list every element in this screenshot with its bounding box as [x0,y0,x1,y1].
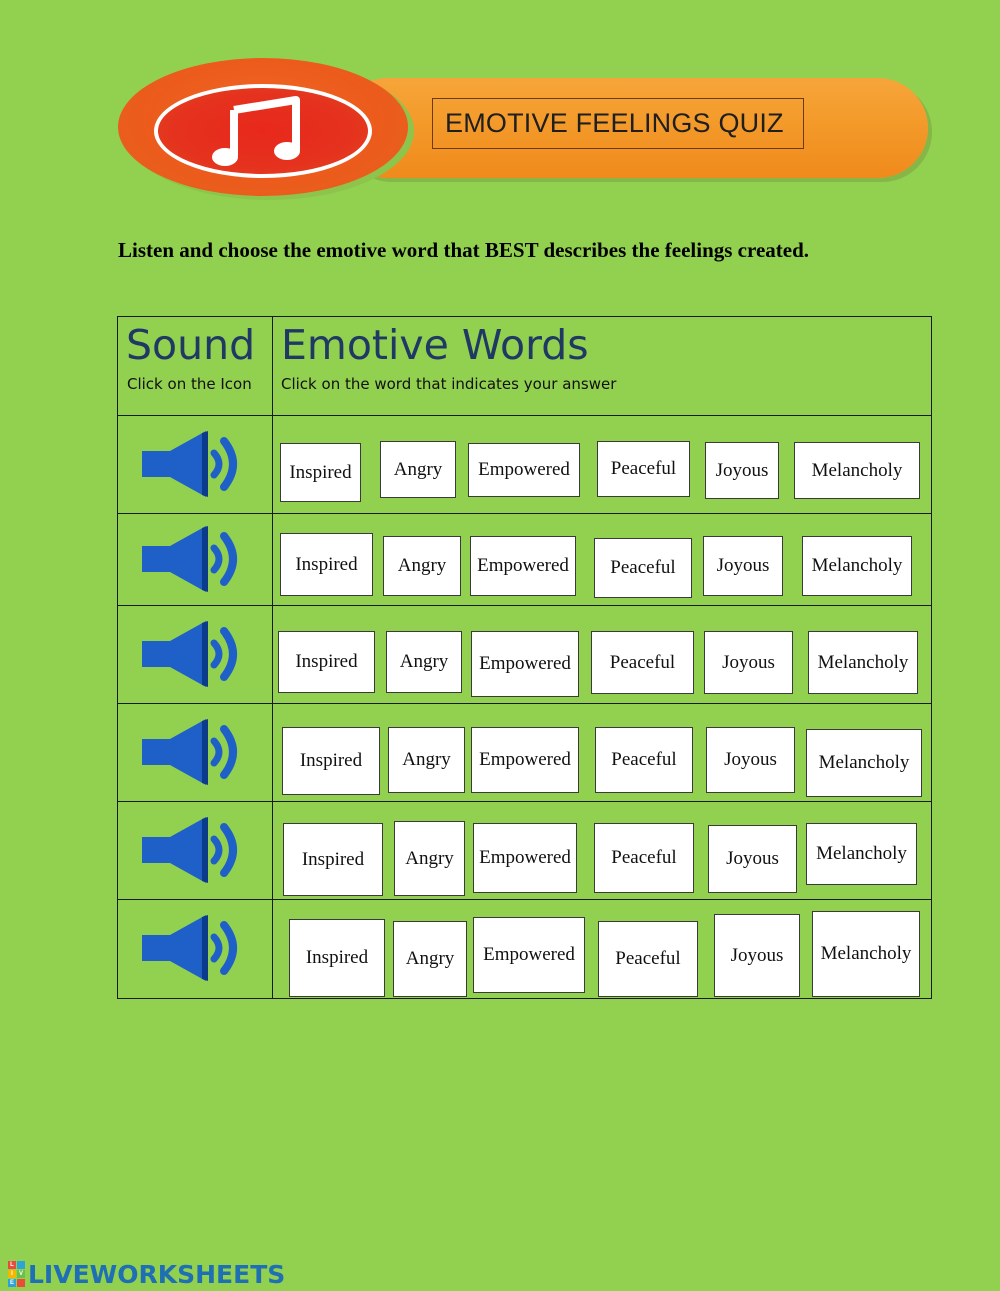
speaker-icon[interactable] [140,619,250,689]
emotive-words-subheading: Click on the word that indicates your answer [281,375,617,393]
word-option-empowered[interactable]: Empowered [473,917,585,993]
word-option-joyous[interactable]: Joyous [706,727,795,793]
banner-circle [118,58,408,196]
banner-inner-oval [154,84,372,178]
speaker-icon[interactable] [140,524,250,594]
word-option-empowered[interactable]: Empowered [470,536,576,596]
word-option-melancholy[interactable]: Melancholy [808,631,918,694]
word-option-empowered[interactable]: Empowered [471,727,579,793]
speaker-icon[interactable] [140,815,250,885]
word-option-empowered[interactable]: Empowered [473,823,577,893]
word-option-joyous[interactable]: Joyous [705,442,779,499]
word-option-inspired[interactable]: Inspired [283,823,383,896]
row-divider [118,513,931,514]
quiz-table [117,316,932,999]
word-option-peaceful[interactable]: Peaceful [598,921,698,997]
quiz-title: EMOTIVE FEELINGS QUIZ [445,108,784,138]
word-option-angry[interactable]: Angry [388,727,465,793]
logo-letter: I [8,1270,16,1278]
word-option-melancholy[interactable]: Melancholy [806,729,922,797]
banner [118,58,926,198]
logo-letter: E [9,1280,14,1286]
row-divider [118,703,931,704]
logo-blocks-icon [8,1261,25,1287]
row-divider [118,605,931,606]
word-option-inspired[interactable]: Inspired [282,727,380,795]
word-option-angry[interactable]: Angry [394,821,465,896]
word-option-angry[interactable]: Angry [383,536,461,596]
row-divider [118,899,931,900]
brand-name: LIVEWORKSHEETS [28,1259,286,1289]
word-option-inspired[interactable]: Inspired [280,533,373,596]
instruction-text: Listen and choose the emotive word that BEST describes the feelings created. [118,238,810,262]
speaker-icon[interactable] [140,429,250,499]
word-option-angry[interactable]: Angry [386,631,462,693]
word-option-peaceful[interactable]: Peaceful [594,823,694,893]
speaker-icon[interactable] [140,717,250,787]
word-option-inspired[interactable]: Inspired [280,443,361,502]
word-option-angry[interactable]: Angry [380,441,456,498]
word-option-joyous[interactable]: Joyous [704,631,793,694]
word-option-melancholy[interactable]: Melancholy [802,536,912,596]
word-option-peaceful[interactable]: Peaceful [597,441,690,497]
word-option-empowered[interactable]: Empowered [468,443,580,497]
word-option-joyous[interactable]: Joyous [708,825,797,893]
word-option-inspired[interactable]: Inspired [289,919,385,997]
emotive-words-heading: Emotive Words [281,321,589,369]
logo-letter: V [18,1271,23,1277]
word-option-joyous[interactable]: Joyous [714,914,800,997]
word-option-melancholy[interactable]: Melancholy [806,823,917,885]
word-option-inspired[interactable]: Inspired [278,631,375,693]
liveworksheets-logo[interactable] [8,1260,285,1288]
row-divider [118,801,931,802]
quiz-title-box [432,98,804,149]
sound-subheading: Click on the Icon [127,375,252,393]
word-option-angry[interactable]: Angry [393,921,467,997]
word-option-empowered[interactable]: Empowered [471,631,579,697]
sound-heading: Sound [126,321,256,369]
word-option-peaceful[interactable]: Peaceful [594,538,692,598]
word-option-peaceful[interactable]: Peaceful [595,727,693,793]
word-option-peaceful[interactable]: Peaceful [591,631,694,694]
speaker-icon[interactable] [140,913,250,983]
word-option-melancholy[interactable]: Melancholy [794,442,920,499]
music-note-icon [212,94,312,170]
row-divider [118,415,931,416]
column-divider [272,317,273,998]
word-option-melancholy[interactable]: Melancholy [812,911,920,997]
logo-letter: L [8,1261,16,1269]
word-option-joyous[interactable]: Joyous [703,536,783,596]
